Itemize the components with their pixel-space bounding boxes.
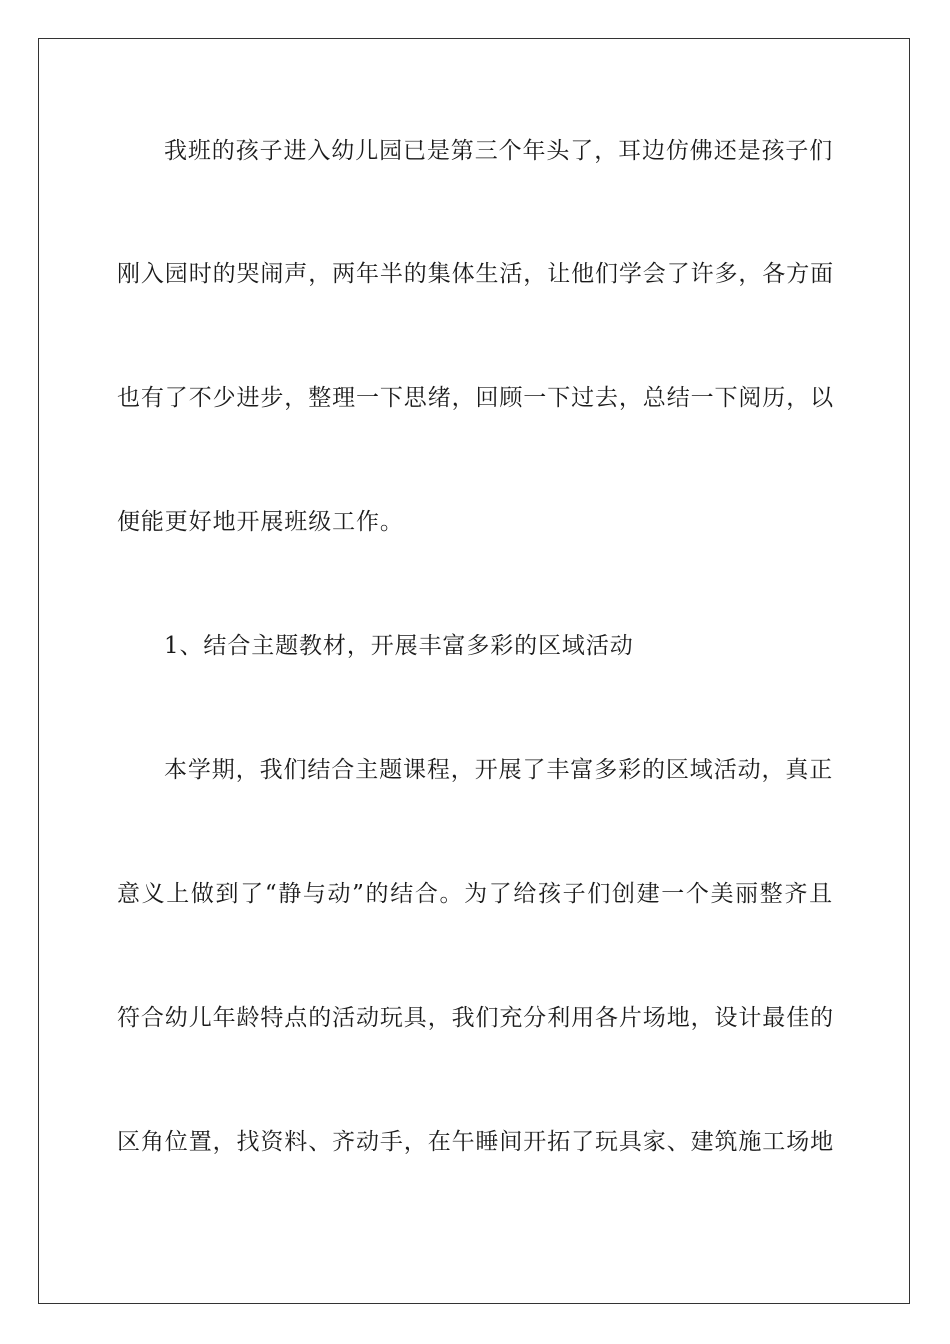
section-heading: 1、结合主题教材，开展丰富多彩的区域活动 bbox=[164, 633, 634, 659]
paragraph-1-line-1: 我班的孩子进入幼儿园已是第三个年头了，耳边仿佛还是孩子们 bbox=[164, 138, 834, 164]
paragraph-2-line-3: 符合幼儿年龄特点的活动玩具，我们充分利用各片场地，设计最佳的 bbox=[117, 1005, 834, 1031]
page-border bbox=[38, 38, 910, 1304]
paragraph-2-line-4: 区角位置，找资料、齐动手，在午睡间开拓了玩具家、建筑施工场地 bbox=[117, 1129, 834, 1155]
paragraph-1-line-2: 刚入园时的哭闹声，两年半的集体生活，让他们学会了许多，各方面 bbox=[117, 261, 834, 287]
paragraph-2-line-2: 意义上做到了“静与动”的结合。为了给孩子们创建一个美丽整齐且 bbox=[117, 881, 833, 907]
paragraph-2-line-1: 本学期，我们结合主题课程，开展了丰富多彩的区域活动，真正 bbox=[164, 757, 834, 783]
paragraph-1-line-4: 便能更好地开展班级工作。 bbox=[117, 509, 404, 535]
paragraph-1-line-3: 也有了不少进步，整理一下思绪，回顾一下过去，总结一下阅历，以 bbox=[117, 385, 834, 411]
